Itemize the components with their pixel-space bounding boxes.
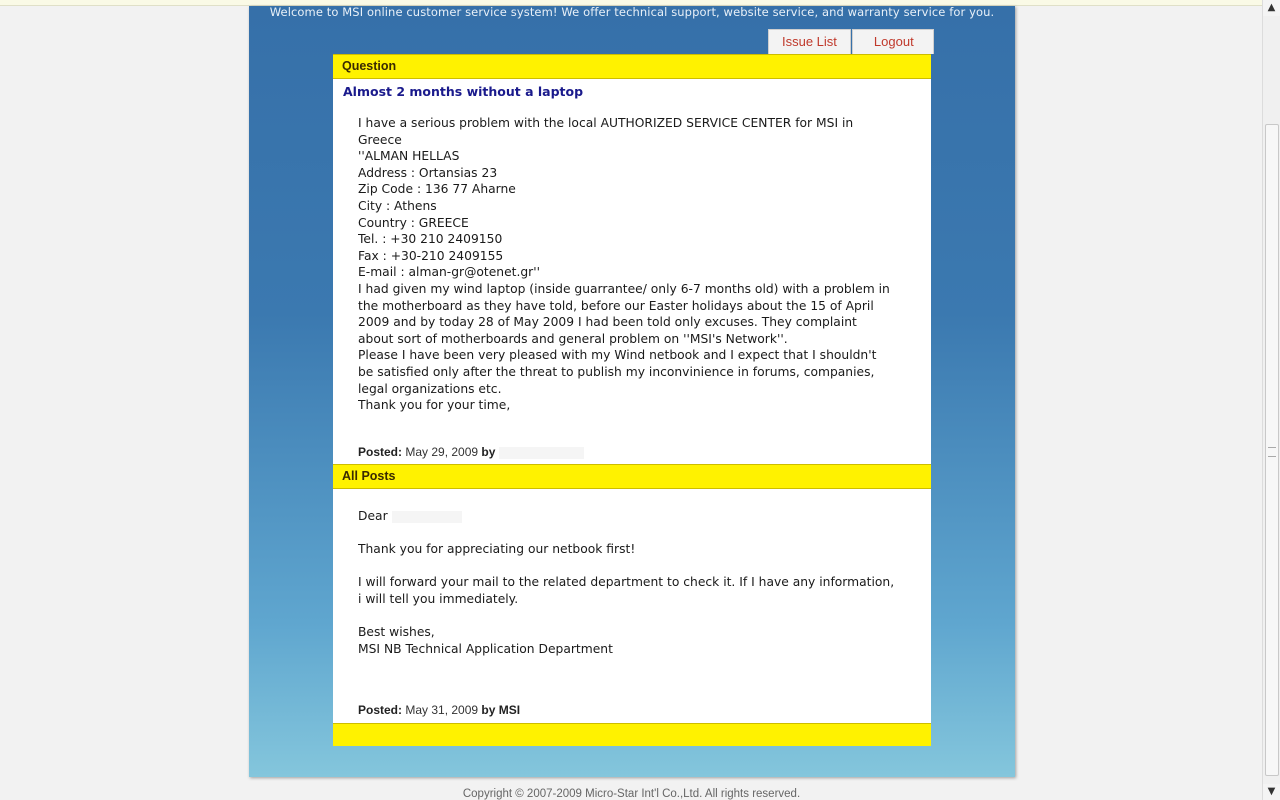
copyright-text: Copyright © 2007-2009 Micro-Star Int'l Co.,Ltd. All rights reserved. (462, 788, 801, 800)
posted-by-label: by (481, 445, 496, 459)
tab-issue-list[interactable]: Issue List (768, 29, 851, 54)
posts-bar: All Posts (333, 464, 931, 489)
text-line: Best wishes, (358, 624, 435, 639)
text-line: Zip Code : 136 77 Aharne (358, 182, 516, 197)
vertical-scrollbar[interactable] (1262, 0, 1280, 800)
text-line: Address : Ortansias 23 (358, 165, 498, 180)
text-line: Greece (358, 132, 402, 147)
posted-label: Posted: (358, 703, 403, 717)
scrollbar-thumb[interactable] (1265, 124, 1279, 776)
text-line: I will forward your mail to the related department to check it. If I have any information, (358, 575, 895, 590)
text-line: Tel. : +30 210 2409150 (358, 232, 503, 247)
text-line: E-mail : alman-gr@otenet.gr'' (358, 265, 540, 280)
footer-yellow-bar (333, 723, 931, 746)
posted-by: MSI (498, 703, 521, 717)
question-panel (333, 54, 931, 464)
text-line: 2009 and by today 28 of May 2009 I had been told only excuses. They complaint (358, 315, 857, 330)
reply-greeting (358, 508, 908, 525)
question-bar: Question (333, 54, 931, 79)
question-title: Almost 2 months without a laptop (343, 84, 584, 99)
text-line: Thank you for your time, (358, 398, 511, 413)
arrow-up-icon[interactable]: ▲ (1263, 0, 1280, 16)
reply-body (358, 541, 908, 657)
redacted-recipient (392, 511, 462, 523)
arrow-down-icon[interactable]: ▼ (1263, 784, 1280, 800)
tab-logout[interactable]: Logout (852, 29, 934, 54)
redacted-name (499, 447, 584, 459)
text-line: legal organizations etc. (358, 381, 502, 396)
question-body (358, 115, 908, 419)
page-container (249, 6, 1015, 777)
posted-label: Posted: (358, 445, 403, 459)
text-line: I have a serious problem with the local AUTHORIZED SERVICE CENTER for MSI in (358, 116, 854, 130)
text-line: i will tell you immediately. (358, 591, 519, 606)
question-posted-line (358, 445, 584, 459)
text-line: Country : GREECE (358, 215, 469, 230)
posts-panel (333, 464, 931, 723)
text-line: ''ALMAN HELLAS (358, 149, 460, 164)
text-line: the motherboard as they have told, before our Easter holidays about the 15 of April (358, 298, 874, 313)
text-line: Please I have been very pleased with my Wind netbook and I expect that I shouldn't (358, 348, 877, 363)
reply-posted-line (358, 703, 520, 717)
grip-icon (1268, 447, 1276, 457)
text-line: about sort of motherboards and general problem on ''MSI's Network''. (358, 331, 788, 346)
text-line: City : Athens (358, 198, 437, 213)
text-line: Fax : +30-210 2409155 (358, 248, 504, 263)
welcome-banner: Welcome to MSI online customer service system! We offer technical support, website service, and warranty service for you. (269, 5, 995, 19)
greeting-text: Dear (358, 509, 388, 523)
text-line (358, 558, 908, 575)
posted-by-label: by (481, 703, 496, 717)
posted-date: May 29, 2009 (405, 445, 479, 459)
text-line: be satisfied only after the threat to publish my inconvinience in forums, companies, (358, 364, 875, 379)
text-line: Thank you for appreciating our netbook first! (358, 542, 636, 556)
nav-tabs (768, 29, 934, 54)
text-line: I had given my wind laptop (inside guarrantee/ only 6-7 months old) with a problem in (358, 281, 890, 296)
text-line: MSI NB Technical Application Department (358, 641, 613, 656)
posted-date: May 31, 2009 (405, 703, 479, 717)
text-line (358, 607, 908, 624)
